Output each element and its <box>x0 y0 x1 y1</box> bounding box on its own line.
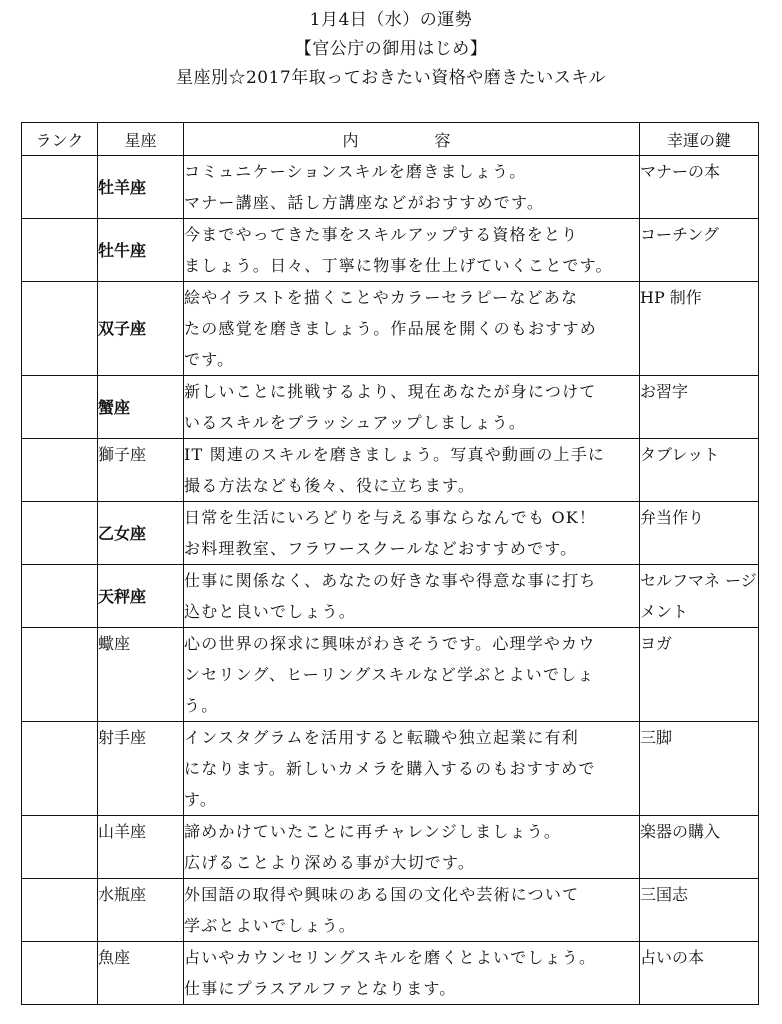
content-line: 学ぶとよいでしょう。 <box>184 916 357 935</box>
content-line: す。 <box>184 790 218 809</box>
content-line: ましょう。日々、丁寧に物事を仕上げていくことです。 <box>184 256 613 275</box>
table-row <box>22 376 759 439</box>
zodiac-sign-cell: 双子座 <box>98 282 184 376</box>
lucky-key-cell: 楽器の購入 <box>640 816 759 879</box>
content-line: 仕事に関係なく、あなたの好きな事や得意な事に打ち <box>184 571 597 590</box>
fortune-content-cell <box>184 282 640 376</box>
zodiac-sign-cell: 牡羊座 <box>98 156 184 219</box>
fortune-content-cell <box>184 565 640 628</box>
content-line: 心の世界の探求に興味がわきそうです。心理学やカウ <box>184 634 596 653</box>
lucky-key-cell: 三脚 <box>640 722 759 816</box>
horoscope-table <box>21 122 759 1005</box>
zodiac-sign-cell: 天秤座 <box>98 565 184 628</box>
content-line: です。 <box>184 350 235 369</box>
zodiac-sign-cell: 牡牛座 <box>98 219 184 282</box>
content-line: 撮る方法なども後々、役に立ちます。 <box>184 476 476 495</box>
content-line: 新しいことに挑戦するより、現在あなたが身につけて <box>184 382 597 401</box>
content-line: 今までやってきた事をスキルアップする資格をとり <box>184 225 579 244</box>
content-line: コミュニケーションスキルを磨きましょう。 <box>184 162 527 181</box>
lucky-key-cell: 占いの本 <box>640 942 759 1005</box>
column-header-rank: ランク <box>22 123 98 156</box>
date-heading: 1月4日（水）の運勢 <box>309 10 473 30</box>
content-line: IT 関連のスキルを磨きましょう。写真や動画の上手に <box>184 445 606 464</box>
rank-cell <box>22 816 98 879</box>
fortune-content-cell <box>184 942 640 1005</box>
zodiac-sign-cell: 乙女座 <box>98 502 184 565</box>
column-header-key: 幸運の鍵 <box>640 123 759 156</box>
rank-cell <box>22 722 98 816</box>
table-row <box>22 282 759 376</box>
content-line: 日常を生活にいろどりを与える事ならなんでも OK！ <box>184 508 597 527</box>
content-line: いるスキルをブラッシュアップしましょう。 <box>184 413 527 432</box>
content-line: になります。新しいカメラを購入するのもおすすめで <box>184 759 596 778</box>
rank-cell <box>22 376 98 439</box>
column-header-sign: 星座 <box>98 123 184 156</box>
lucky-key-cell: HP 制作 <box>640 282 759 376</box>
zodiac-sign-cell: 水瓶座 <box>98 879 184 942</box>
content-line: マナー講座、話し方講座などがおすすめです。 <box>184 193 545 212</box>
lucky-key-cell: タブレット <box>640 439 759 502</box>
content-line: インスタグラムを活用すると転職や独立起業に有利 <box>184 728 579 747</box>
table-row <box>22 879 759 942</box>
content-line: 込むと良いでしょう。 <box>184 602 357 621</box>
fortune-content-cell <box>184 879 640 942</box>
zodiac-sign-cell: 山羊座 <box>98 816 184 879</box>
rank-cell <box>22 879 98 942</box>
fortune-content-cell <box>184 816 640 879</box>
table-row <box>22 439 759 502</box>
rank-cell <box>22 565 98 628</box>
table-row <box>22 722 759 816</box>
content-line: お料理教室、フラワースクールなどおすすめです。 <box>184 539 578 558</box>
table-body <box>22 156 759 1005</box>
lucky-key-cell: お習字 <box>640 376 759 439</box>
zodiac-sign-cell: 射手座 <box>98 722 184 816</box>
rank-cell <box>22 502 98 565</box>
table-row <box>22 219 759 282</box>
fortune-content-cell <box>184 376 640 439</box>
content-line: ンセリング、ヒーリングスキルなど学ぶとよいでしょ <box>184 665 595 684</box>
document-header <box>0 6 782 93</box>
lucky-key-cell: 三国志 <box>640 879 759 942</box>
topic-heading: 星座別☆2017年取っておきたい資格や磨きたいスキル <box>175 68 607 88</box>
table-row <box>22 816 759 879</box>
content-line: 仕事にプラスアルファとなります。 <box>184 979 457 998</box>
fortune-content-cell <box>184 722 640 816</box>
fortune-content-cell <box>184 156 640 219</box>
zodiac-sign-cell: 魚座 <box>98 942 184 1005</box>
table-row <box>22 942 759 1005</box>
table-row <box>22 628 759 722</box>
zodiac-sign-cell: 蠍座 <box>98 628 184 722</box>
lucky-key-cell: コーチング <box>640 219 759 282</box>
lucky-key-cell: マナーの本 <box>640 156 759 219</box>
zodiac-sign-cell: 獅子座 <box>98 439 184 502</box>
zodiac-sign-cell: 蟹座 <box>98 376 184 439</box>
rank-cell <box>22 628 98 722</box>
table-row <box>22 156 759 219</box>
content-line: 広げることより深める事が大切です。 <box>184 853 476 872</box>
lucky-key-cell: セルフマネ ージメント <box>640 565 759 628</box>
rank-cell <box>22 156 98 219</box>
content-line: 外国語の取得や興味のある国の文化や芸術について <box>184 885 580 904</box>
column-header-content: 内 容 <box>184 123 640 156</box>
fortune-content-cell <box>184 628 640 722</box>
table-row <box>22 502 759 565</box>
fortune-content-cell <box>184 502 640 565</box>
content-line: う。 <box>184 696 219 715</box>
lucky-key-cell: ヨガ <box>640 628 759 722</box>
rank-cell <box>22 942 98 1005</box>
rank-cell <box>22 439 98 502</box>
content-line: 絵やイラストを描くことやカラーセラピーなどあな <box>184 288 579 307</box>
rank-cell <box>22 282 98 376</box>
content-line: 占いやカウンセリングスキルを磨くとよいでしょう。 <box>184 948 597 967</box>
fortune-content-cell <box>184 219 640 282</box>
content-line: たの感覚を磨きましょう。作品展を開くのもおすすめ <box>184 319 597 338</box>
table-row <box>22 565 759 628</box>
content-line: 諦めかけていたことに再チャレンジしましょう。 <box>184 822 562 841</box>
lucky-key-cell: 弁当作り <box>640 502 759 565</box>
rank-cell <box>22 219 98 282</box>
fortune-content-cell <box>184 439 640 502</box>
subtitle-heading: 【官公庁の御用はじめ】 <box>294 39 488 59</box>
table-header-row <box>22 123 759 156</box>
